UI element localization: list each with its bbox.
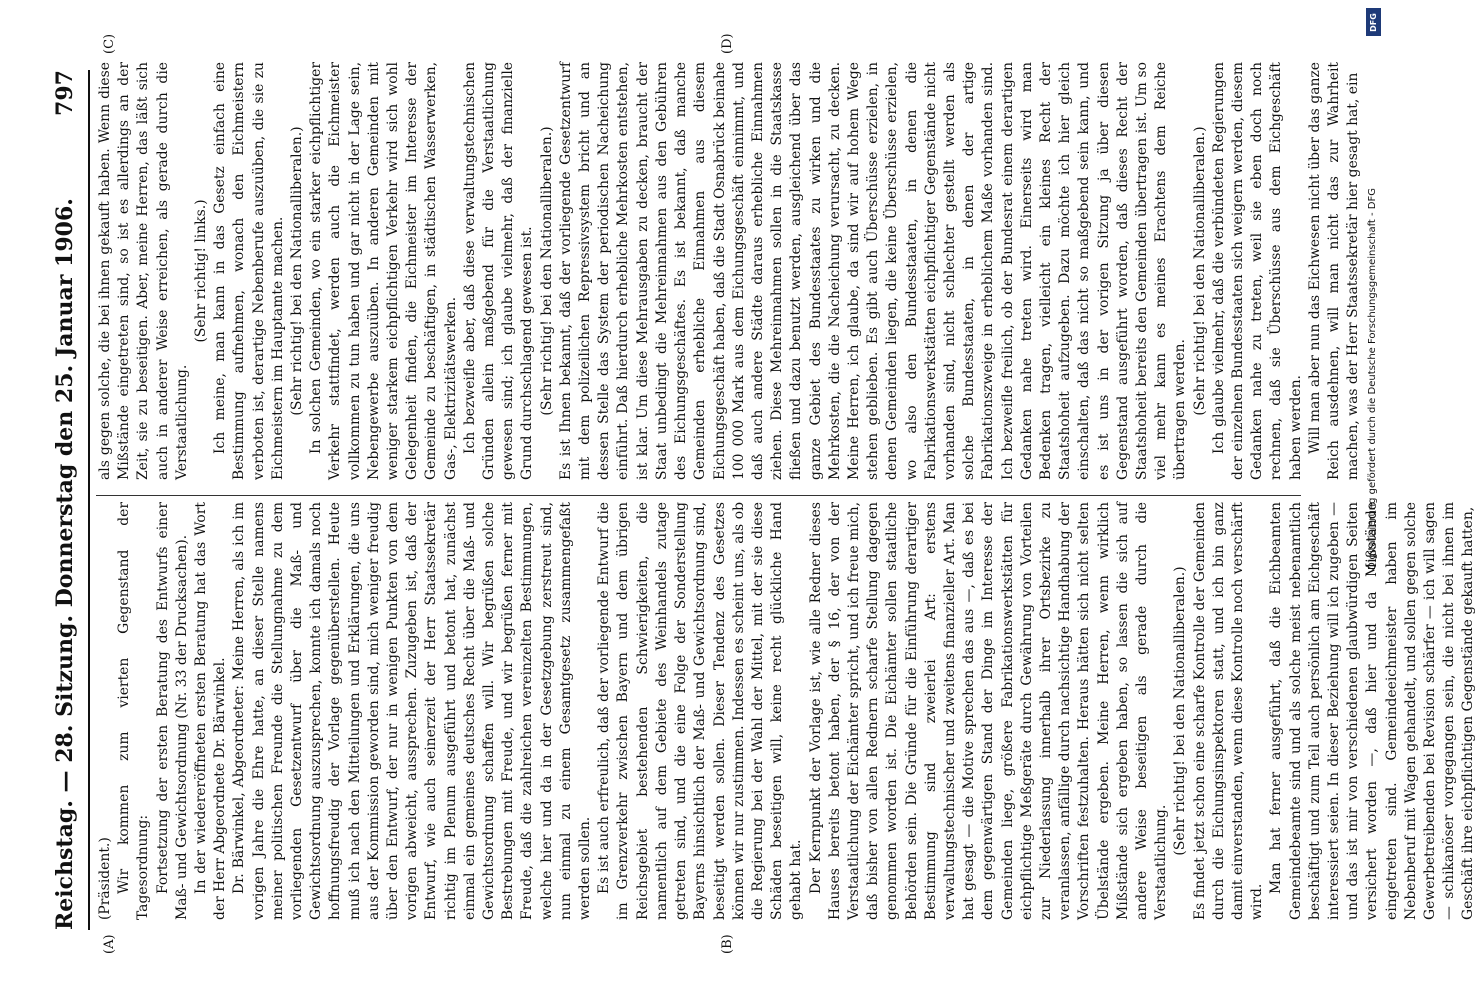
- paragraph: Will man aber nun das Eichwesen nicht über das ganze Reich ausdehnen, will man nicht das zur Wahrheit machen, was der Herr Staatssekretär hier gesagt hat, ein: [1306, 62, 1362, 480]
- paragraph: (Präsident.): [97, 837, 113, 920]
- paragraph: Dr. Bärwinkel, Abgeordneter: Meine Herren, als ich im vorigen Jahre die Ehre hatte, an dieser Stelle namens meiner politischen Freunde die Stellungnahme zu dem vorliegenden Gesetzentwurf über die Maß- und Gewichtsordnung auszusprechen, konnte ich damals noch hoffnungsfreudig der Vorlage gegenüberstellen. Heute muß ich nach den Mitteilungen und Erklärungen, die uns aus der Kommission geworden sind, mich weniger freudig über den Entwurf, der nur in wenigen Punkten von dem vorigen abweicht, aussprechen. Zuzugeben ist, daß der Entwurf, wie auch seinerzeit der Herr Staatssekretär richtig im Plenum ausgeführt und betont hat, zunächst einmal ein gemeines deutsches Recht über die Maß- und Gewichtsordnung schaffen will. Wir begrüßen solche Bestrebungen mit Freude, und wir begrüßen ferner mit Freude, daß die zahlreichen vereinzelten Bestimmungen, welche hier und da in der Gesetzgebung zerstreut sind, nun einmal zu einem Gesamtgesetz zusammengefaßt werden sollen.: [231, 502, 594, 920]
- paragraph: (Sehr richtig! bei den Nationalliberalen.): [289, 126, 306, 416]
- paragraph: Ich glaube vielmehr, daß die verbündeten Regierungen der einzelnen Bundesstaaten sich weigern werden, diesem Gedanken nahe zu treten, weil sie eben doch noch rechnen, daß sie Überschüsse aus dem Eichgeschäft haben werden.: [1210, 62, 1304, 480]
- page-number: 797: [52, 70, 78, 116]
- dfg-logo: [1366, 8, 1381, 36]
- right-column: [96, 62, 1362, 480]
- paragraph: Der Kernpunkt der Vorlage ist, wie alle Redner dieses Hauses bereits betont haben, der § 16, der von der Verstaatlichung der Eichämter spricht, und ich freue mich, daß bisher von allen Rednern scharfe Stellung dagegen genommen worden ist. Die Eichämter sollen staatliche Behörden sein. Die Gründe für die Einführung derartiger Bestimmung sind zweierlei Art: erstens verwaltungstechnischer und zweitens finanzieller Art. Man hat gesagt — die Motive sprechen das aus —, daß es bei dem gegenwärtigen Stand der Dinge im Interesse der Gemeinden liege, größere Fabrikationswerkstätten für eichpflichtige Meßgeräte durch Gewährung von Vorteilen zur Niederlassung innerhalb ihrer Ortsbezirke zu veranlassen, anfällige durch nachsichtige Handhabung der Vorschriften festzuhalten. Heraus hätten sich nicht selten Übelstände ergeben. Meine Herren, wenn wirklich Mißstände sich ergeben haben, so lassen die sich auf andere Weise beseitigen als gerade durch die Verstaatlichung.: [807, 502, 1170, 920]
- paragraph: Ich bezweifle aber, daß diese verwaltungstechnischen Gründen allein maßgebend für die Verstaatlichung gewesen sind; ich glaube vielmehr, daß der finanzielle Grund durchschlagend gewesen ist.: [461, 62, 536, 480]
- paragraph: Es ist auch erfreulich, daß der vorliegende Entwurf die im Grenzverkehr zwischen Bayern und dem übrigen Reichsgebiet bestehenden Schwierigkeiten, die namentlich auf dem Gebiete des Weinhandels zutage getreten sind, und die eine Folge der Sonderstellung Bayerns hinsichtlich der Maß- und Gewichtsordnung sind, beseitigt werden sollen. Dieser Tendenz des Gesetzes können wir nur zustimmen. Indessen es scheint uns, als ob die Regierung bei der Wahl der Mittel, mit der sie diese Schäden beseitigen will, keine recht glückliche Hand gehabt hat.: [596, 502, 805, 920]
- paragraph: Fortsetzung der ersten Beratung des Entwurfs einer Maß- und Gewichtsordnung (Nr. 33 der Drucksachen).: [154, 502, 190, 920]
- paragraph: (Sehr richtig! bei den Nationalliberalen.): [1191, 126, 1208, 416]
- paragraph: In der wiedereröffneten ersten Beratung hat das Wort der Herr Abgeordnete Dr. Bärwinkel.: [193, 502, 229, 920]
- paragraph: Ich meine, man kann in das Gesetz einfach eine Bestimmung aufnehmen, wonach den Eichmeistern verboten ist, derartige Nebenberufe auszuüben, die sie zu Eichmeistern im Hauptamte machen.: [212, 62, 286, 480]
- paragraph: (Sehr richtig! bei den Nationalliberalen.): [538, 126, 555, 416]
- margin-marker-a: (A): [102, 934, 117, 954]
- digitization-note: Digitalisierung gefördert durch die Deutsche Forschungsgemeinschaft - DFG: [1367, 187, 1378, 570]
- paragraph: Es findet jetzt schon eine scharfe Kontrolle der Gemeinden durch die Eichungsinspektoren statt, und ich bin ganz damit einverstanden, wenn diese Kontrolle noch verschärft wird.: [1191, 502, 1266, 920]
- column-divider: [96, 495, 1301, 496]
- margin-marker-d: (D): [720, 33, 735, 54]
- paragraph: Man hat ferner ausgeführt, daß die Eichbeamten Gemeindebeamte sind und als solche meist nebenamtlich beschäftigt und zum Teil auch persönlich am Eichgeschäft interessiert seien. In dieser Beziehung will ich zugeben — und das ist mir von verschiedenen glaubwürdigen Seiten versichert worden —, daß hier und da Mißstände eingetreten sind. Gemeindeeichmeister haben im Nebenberuf mit Wagen gehandelt, und sollen gegen solche Gewerbetreibenden bei Revision schärfer — ich will sagen — schikanöser vorgegangen sein, die nicht bei ihnen im Geschäft ihre eichpflichtigen Gegenstände gekauft hatten,: [1268, 502, 1477, 920]
- margin-marker-b: (B): [720, 934, 735, 954]
- paragraph: Es ist Ihnen bekannt, daß der vorliegende Gesetzentwurf mit dem polizeilichen Repressivsystem bricht und an dessen Stelle das System der periodischen Nacheichung einführt. Daß hierdurch erhebliche Mehrkosten entstehen, ist klar. Um diese Mehrausgaben zu decken, braucht der Staat unbedingt die Mehreinnahmen aus den Gebühren des Eichungsgeschäftes. Es ist bekannt, daß manche Gemeinden erhebliche Einnahmen aus diesem Eichungsgeschäft haben, daß die Stadt Osnabrück beinahe 100 000 Mark aus dem Eichungsgeschäft einnimmt, und daß auch andere Städte daraus erhebliche Einnahmen ziehen. Diese Mehreinnahmen sollen in die Staatskasse fließen und dazu benutzt werden, ausgleichend über das ganze Gebiet des Bundesstaates zu wirken und die Mehrkosten, die die Nacheichung verursacht, zu decken. Meine Herren, ich glaube, da sind wir auf hohem Wege stehen geblieben. Es gibt auch Überschüsse erzielen, in denen Gemeinden liegen, die keine Überschüsse erzielen, wo also den Bundesstaaten, in denen die Fabrikationswerkstätten eichpflichtiger Gegenstände nicht vorhanden sind, nicht schlechter gestellt werden als solche Bundesstaaten, in denen der artige Fabrikationszweige in erheblichem Maße vorhanden sind. Ich bezweifle freilich, ob der Bundesrat einem derartigen Gedanken nahe treten wird. Einerseits wird man Bedenken tragen, vielleicht ein kleines Recht der Staatshoheit aufzugeben. Dazu möchte ich hier gleich einschalten, daß das nicht so maßgebend sein kann, und es ist uns in der vorigen Sitzung ja über diesen Gegenstand ausgeführt worden, daß dieses Recht der Staatshoheit bereits den Gemeinden übertragen ist. Um so viel mehr kann es meines Erachtens dem Reiche übertragen werden.: [557, 62, 1189, 480]
- paragraph: als gegen solche, die bei ihnen gekauft haben. Wenn diese Mißstände eingetreten sind, so ist es allerdings an der Zeit, sie zu beseitigen. Aber, meine Herren, das läßt sich auch in anderer Weise erreichen, als gerade durch die Verstaatlichung.: [97, 62, 190, 480]
- dfg-logo-text: DFG: [1369, 12, 1379, 32]
- paragraph: In solchen Gemeinden, wo ein starker eichpflichtiger Verkehr stattfindet, werden auch die Eichmeister vollkommen zu tun haben und gar nicht in der Lage sein, Nebengewerbe auszuüben. In anderen Gemeinden mit weniger starkem eichpflichtigen Verkehr wird sich wohl Gelegenheit finden, die Eichmeister im Interesse der Gemeinde zu beschäftigen, in städtischen Wasserwerken, Gas-, Elektrizitätswerken.: [308, 62, 459, 480]
- page-header: [52, 70, 84, 930]
- left-column: [96, 502, 1477, 920]
- paragraph: (Sehr richtig! bei den Nationalliberalen.): [1172, 566, 1189, 856]
- paragraph: (Sehr richtig! links.): [193, 199, 210, 343]
- paragraph: Wir kommen zum vierten Gegenstand der Tagesordnung:: [116, 502, 152, 920]
- header-rule: [88, 70, 90, 930]
- running-head: Reichstag. — 28. Sitzung. Donnerstag den 25. Januar 1906.: [52, 198, 78, 930]
- margin-marker-c: (C): [102, 33, 117, 54]
